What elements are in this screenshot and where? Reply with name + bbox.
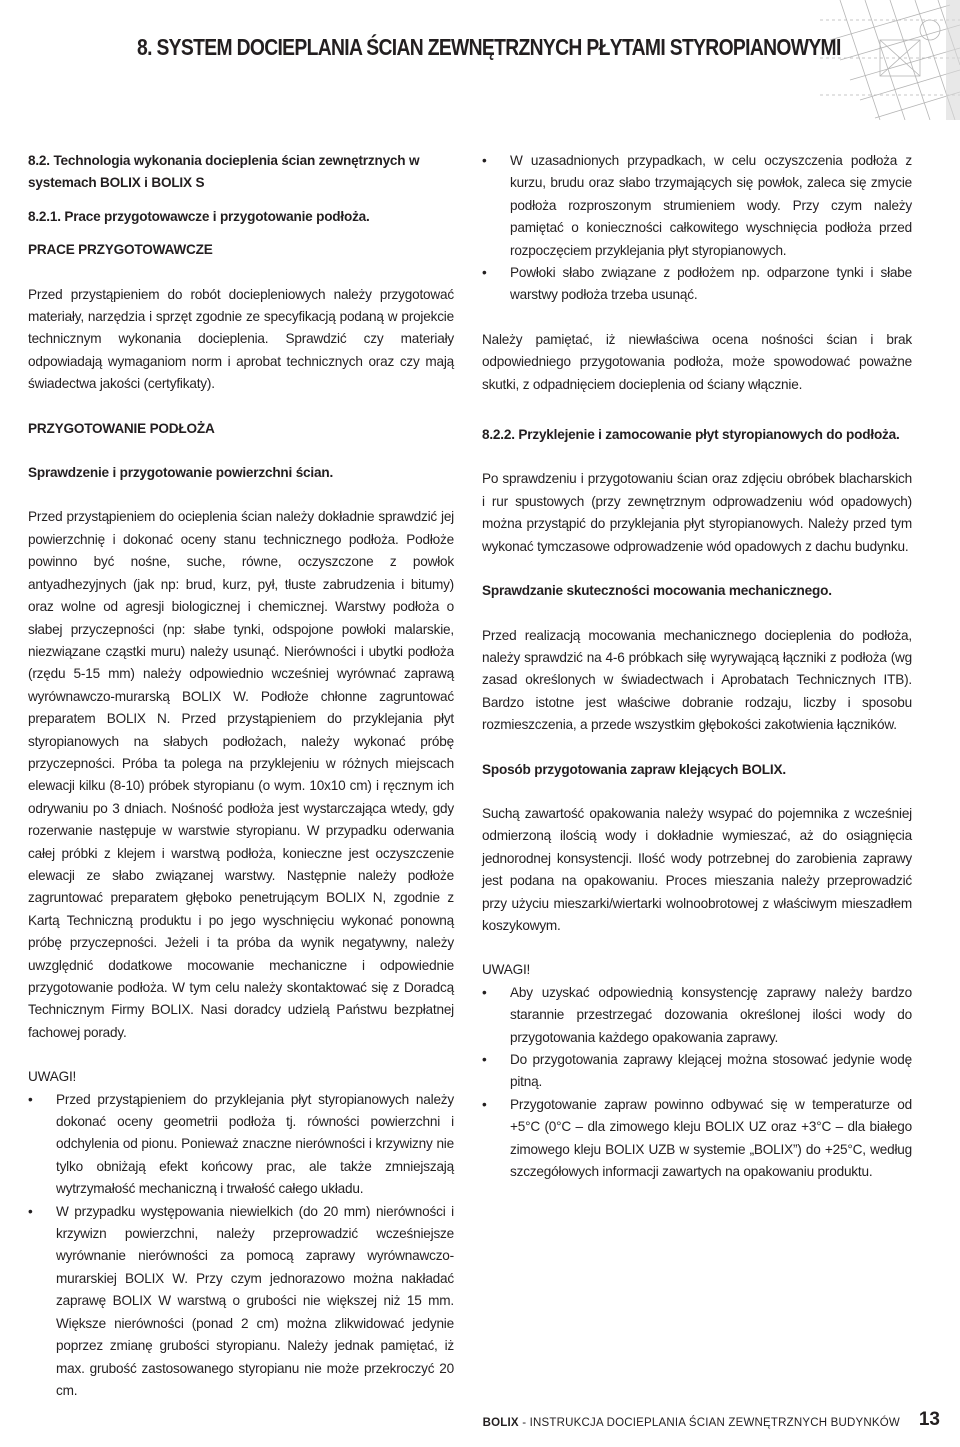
footer-brand: BOLIX xyxy=(482,1417,519,1429)
bullet-icon: • xyxy=(482,1052,487,1067)
heading-przygotowanie-podloza: PRZYGOTOWANIE PODŁOŻA xyxy=(28,420,215,436)
section-heading-8-2-2: 8.2.2. Przyklejenie i zamocowanie płyt styropianowych do podłoża. xyxy=(482,427,900,443)
section-heading-8-2-1: 8.2.1. Prace przygotowawcze i przygotowanie podłoża. xyxy=(28,208,370,224)
bullet-icon: • xyxy=(482,1096,487,1112)
subheading-surface-check: Sprawdzenie i przygotowanie powierzchni ścian. xyxy=(28,465,334,481)
paragraph-assessment: Należy pamiętać, iż niewłaściwa ocena nośności ścian i brak odpowiedniego przygotowania podłoża, może spowodować poważne skutki, z odpadnięciem docieplenia od ściany włącznie. xyxy=(482,331,912,392)
heading-prace-przygotowawcze: PRACE PRZYGOTOWAWCZE xyxy=(28,242,213,258)
bullet-icon: • xyxy=(28,1203,33,1219)
bullet-icon: • xyxy=(482,153,487,168)
technical-drawing-illustration xyxy=(820,0,960,120)
list-item: • W przypadku występowania niewielkich (do 20 mm) nierówności i krzywizn powierzchni, należy przeprowadzić wcześniejsze wyrównanie nierówności za pomocą zaprawy wyrównawczo-murarskiej BOLIX W. Przy czym jednorazowo można nakładać zaprawę BOLIX W warstwą o grubości nie większej niż 15 mm. Większe nierówności (ponad 2 cm) można zlikwidować jedynie poprzez zmianę grubości styropianu. Należy jednak pamiętać, iż max. grubość zastosowanego styropianu nie może przekroczyć 20 cm. xyxy=(28,1201,454,1403)
list-item: • Aby uzyskać odpowiednią konsystencję zaprawy należy bardzo starannie przestrzegać dozowania określonej ilości wody do przygotowania każdego opakowania zaprawy. xyxy=(482,982,912,1049)
page-title: 8. SYSTEM DOCIEPLANIA ŚCIAN ZEWNĘTRZNYCH PŁYTAMI STYROPIANOWYMI xyxy=(137,34,841,60)
list-item: • W uzasadnionych przypadkach, w celu oczyszczenia podłoża z kurzu, brudu oraz słabo trzymających się powłok, zaleca się zmycie podłoża rozproszonym strumieniem wody. Przy czym należy pamiętać o konieczności całkowitego wyschnięcia podłoża przed rozpoczęciem przyklejania płyt styropianowych. xyxy=(482,150,912,262)
list-item: • Do przygotowania zaprawy klejącej można stosować jedynie wodę pitną. xyxy=(482,1049,912,1094)
paragraph-surface: Przed przystąpieniem do ocieplenia ścian należy dokładnie sprawdzić jej powierzchnię i dokonać oceny stanu technicznego podłoża. Podłoże powinno być nośne, suche, równe, oczyszczone z powłok antyadhezyjnych (jak np: brud, kurz, pył, tłuste zabrudzenia i bitumy) oraz wolne od agresji biologicznej i chemicznej. Warstwy podłoża o słabej przyczepności (np: słabe tynki, odspojone powłoki malarskie, niezwiązane cząstki muru) należy usunąć. Nierówności i ubytki podłoża (rzędu 5-15 mm) należy odpowiednio wcześniej wyrównać zaprawą wyrównawczo-murarską BOLIX W. Podłoże chłonne zagruntować preparatem BOLIX N. Przed przystąpieniem do przyklejania płyt styropianowych na słabych podłożach, należy wykonać próbę przyczepności. Próba ta polega na przyklejeniu w różnych miejscach elewacji kilku (8-10) próbek styropianu (o wym. 10x10 cm) i ręcznym ich odrywaniu po 3 dniach. Nośność podłoża jest wystarczająca wtedy, gdy rozerwanie następuje w warstwie styropianu. W przypadku oderwania całej próbki z klejem i warstwą podłoża, konieczne jest oczyszczenie elewacji ze słabo związanej warstwy. Następnie należy podłoże zagruntować preparatem głęboko penetrującym BOLIX N, zgodnie z Kartą Techniczną produktu i po jego wyschnięciu wykonać ponowną próbę przyczepności. Jeżeli i ta próba da wynik negatywny, należy uwzględnić dodatkowe mocowanie mechaniczne i odpowiednie przygotowanie podłoża. W tym celu należy skontaktować się z Doradcą Technicznym Firmy BOLIX. Nasi doradcy udzielą Państwu bezpłatnej fachowej porady. xyxy=(28,509,454,1040)
right-column xyxy=(482,150,912,1183)
adhesive-warning-list xyxy=(482,982,912,1184)
list-item: • Przygotowanie zapraw powinno odbywać się w temperaturze od +5°C (0°C – dla zimowego kleju BOLIX UZ oraz +3°C – dla białego zimowego kleju BOLIX UZB w systemie „BOLIX”) do +25°C, według szczegółowych informacji zawartych na opakowaniu produktu. xyxy=(482,1094,912,1184)
paragraph-mechanical: Przed realizacją mocowania mechanicznego docieplenia do podłoża, należy sprawdzić na 4-6 próbkach siłę wyrywającą łączniki z podłoża (wg zasad określonych w świadectwach i Aprobatach Technicznych ITB). Bardzo istotne jest właściwe dobranie rodzaju, liczby i sposobu rozmieszczenia, a przede wszystkim głębokości zakotwienia łączników. xyxy=(482,627,912,733)
left-column xyxy=(28,150,454,1402)
subheading-adhesive-prep: Sposób przygotowania zapraw klejących BOLIX. xyxy=(482,761,786,777)
paragraph-preparation: Przed przystąpieniem do robót dociepleniowych należy przygotować materiały, narzędzia i sprzęt zgodnie ze specyfikacją podaną w projekcie technicznym wykonania docieplenia. Sprawdzić czy materiały odpowiadają wymaganiom norm i aprobat technicznych oraz czy mają świadectwa jakości (certyfikaty). xyxy=(28,286,454,392)
page-footer xyxy=(0,1407,960,1447)
footer-text xyxy=(483,1417,900,1429)
section-heading-8-2: 8.2. Technologia wykonania docieplenia ścian zewnętrznych w systemach BOLIX i BOLIX S xyxy=(28,153,420,191)
bullet-icon: • xyxy=(28,1091,33,1107)
page-number: 13 xyxy=(918,1409,940,1430)
footer-title: - INSTRUKCJA DOCIEPLANIA ŚCIAN ZEWNĘTRZNYCH BUDYNKÓW xyxy=(518,1417,900,1429)
list-item: • Powłoki słabo związane z podłożem np. odparzone tynki i słabe warstwy podłoża trzeba usunąć. xyxy=(482,262,912,307)
bullet-icon: • xyxy=(482,265,487,281)
warning-label: UWAGI! xyxy=(482,962,531,978)
list-item: • Przed przystąpieniem do przyklejania płyt styropianowych należy dokonać oceny geometrii podłoża tj. równości powierzchni i odchylenia od pionu. Ponieważ znaczne nierówności i krzywizny nie tylko obniżają efekt końcowy prac, ale także zmniejszają wytrzymałość mechaniczną i trwałość całego układu. xyxy=(28,1089,454,1201)
cleaning-list xyxy=(482,150,912,307)
bullet-icon: • xyxy=(482,984,487,1000)
warning-label: UWAGI! xyxy=(28,1069,77,1085)
subheading-mechanical-check: Sprawdzanie skuteczności mocowania mechanicznego. xyxy=(482,583,832,599)
paragraph-mixing: Suchą zawartość opakowania należy wsypać do pojemnika z wcześniej odmierzoną ilością wody i dokładnie wymieszać, aż do osiągnięcia jednorodnej konsystencji. Ilość wody potrzebnej do zarobienia zaprawy jest podana na opakowaniu. Proces mieszania należy przeprowadzić przy użyciu mieszarki/wiertarki wolnoobrotowej z właściwym mieszadłem koszykowym. xyxy=(482,805,912,933)
warning-list xyxy=(28,1089,454,1403)
paragraph-gluing: Po sprawdzeniu i przygotowaniu ścian oraz zdjęciu obróbek blacharskich i rur spustowych (przy zewnętrznym odprowadzeniu wód opadowych) można przystąpić do przyklejania płyt styropianowych. Należy przed tym wykonać tymczasowe odprowadzenie wód opadowych z dachu budynku. xyxy=(482,471,912,554)
